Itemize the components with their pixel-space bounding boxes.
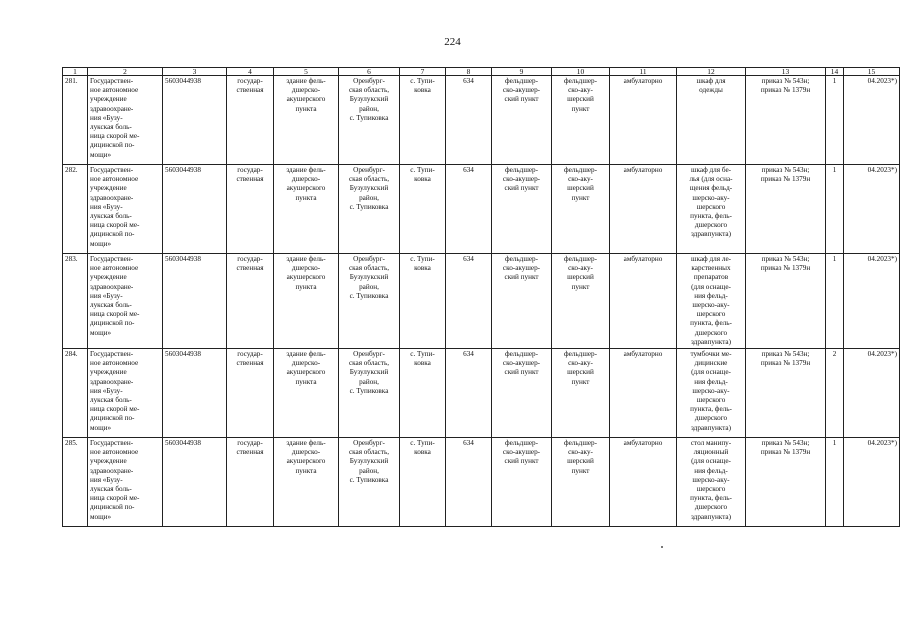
equipment-item-cell: тумбочки ме- дицинские (для оснаще- ния фельд- шерско-аку- шерского пункта, фель- дшерского здравпункта) xyxy=(677,349,746,438)
ownership-cell: государ- ственная xyxy=(227,438,274,527)
date-cell: 04.2023*) xyxy=(844,438,900,527)
order-cell: приказ № 543н; приказ № 1379н xyxy=(746,254,826,349)
ownership-cell: государ- ственная xyxy=(227,349,274,438)
equipment-item-cell: шкаф для бе- лья (для осна- щения фельд- шерско-аку- шерского пункта, фель- дшерского здравпункта) xyxy=(677,165,746,254)
code-cell: 634 xyxy=(446,349,492,438)
page-number: 224 xyxy=(444,36,461,48)
unit-type-cell: фельдшер- ско-аку- шерский пункт xyxy=(552,254,610,349)
organization-cell: Государствен- ное автономное учреждение здравоохране- ния «Бузу- лукская боль- ница скорой ме- дицинской по- мощи» xyxy=(88,76,163,165)
column-number: 5 xyxy=(274,68,339,76)
column-number: 13 xyxy=(746,68,826,76)
address-cell: Оренбург- ская область, Бузулукский район, с. Тупиковка xyxy=(339,254,400,349)
building-cell: здание фель- дшерско- акушерского пункта xyxy=(274,76,339,165)
table-row xyxy=(63,438,900,527)
ownership-cell: государ- ственная xyxy=(227,254,274,349)
row-number: 285. xyxy=(63,438,88,527)
address-cell: Оренбург- ская область, Бузулукский район, с. Тупиковка xyxy=(339,76,400,165)
column-number: 8 xyxy=(446,68,492,76)
care-type-cell: амбулаторно xyxy=(610,165,677,254)
care-type-cell: амбулаторно xyxy=(610,76,677,165)
building-cell: здание фель- дшерско- акушерского пункта xyxy=(274,254,339,349)
building-cell: здание фель- дшерско- акушерского пункта xyxy=(274,165,339,254)
equipment-table xyxy=(62,67,900,527)
organization-cell: Государствен- ное автономное учреждение здравоохране- ния «Бузу- лукская боль- ница скорой ме- дицинской по- мощи» xyxy=(88,349,163,438)
column-number: 15 xyxy=(844,68,900,76)
column-number: 14 xyxy=(826,68,844,76)
settlement-cell: с. Тупи- ковка xyxy=(400,349,446,438)
order-cell: приказ № 543н; приказ № 1379н xyxy=(746,438,826,527)
inn-cell: 5603044938 xyxy=(163,165,227,254)
order-cell: приказ № 543н; приказ № 1379н xyxy=(746,165,826,254)
column-number: 6 xyxy=(339,68,400,76)
row-number: 281. xyxy=(63,76,88,165)
date-cell: 04.2023*) xyxy=(844,76,900,165)
inn-cell: 5603044938 xyxy=(163,254,227,349)
table-row xyxy=(63,76,900,165)
equipment-item-cell: шкаф для ле- карственных препаратов (для оснаще- ния фельд- шерско-аку- шерского пункта, фель- дшерского здравпункта) xyxy=(677,254,746,349)
code-cell: 634 xyxy=(446,165,492,254)
address-cell: Оренбург- ская область, Бузулукский район, с. Тупиковка xyxy=(339,438,400,527)
care-type-cell: амбулаторно xyxy=(610,438,677,527)
inn-cell: 5603044938 xyxy=(163,438,227,527)
unit-cell: фельдшер- ско-акушер- ский пункт xyxy=(492,349,552,438)
code-cell: 634 xyxy=(446,438,492,527)
row-number: 282. xyxy=(63,165,88,254)
inn-cell: 5603044938 xyxy=(163,76,227,165)
unit-cell: фельдшер- ско-акушер- ский пункт xyxy=(492,254,552,349)
table-row xyxy=(63,254,900,349)
address-cell: Оренбург- ская область, Бузулукский район, с. Тупиковка xyxy=(339,349,400,438)
unit-type-cell: фельдшер- ско-аку- шерский пункт xyxy=(552,349,610,438)
organization-cell: Государствен- ное автономное учреждение здравоохране- ния «Бузу- лукская боль- ница скорой ме- дицинской по- мощи» xyxy=(88,438,163,527)
equipment-item-cell: стол манипу- ляционный (для оснаще- ния фельд- шерско-аку- шерского пункта, фель- дшерского здравпункта) xyxy=(677,438,746,527)
column-number: 2 xyxy=(88,68,163,76)
quantity-cell: 1 xyxy=(826,165,844,254)
unit-cell: фельдшер- ско-акушер- ский пункт xyxy=(492,76,552,165)
organization-cell: Государствен- ное автономное учреждение здравоохране- ния «Бузу- лукская боль- ница скорой ме- дицинской по- мощи» xyxy=(88,254,163,349)
unit-type-cell: фельдшер- ско-аку- шерский пункт xyxy=(552,165,610,254)
organization-cell: Государствен- ное автономное учреждение здравоохране- ния «Бузу- лукская боль- ница скорой ме- дицинской по- мощи» xyxy=(88,165,163,254)
code-cell: 634 xyxy=(446,76,492,165)
ownership-cell: государ- ственная xyxy=(227,165,274,254)
code-cell: 634 xyxy=(446,254,492,349)
order-cell: приказ № 543н; приказ № 1379н xyxy=(746,349,826,438)
table-row xyxy=(63,165,900,254)
equipment-item-cell: шкаф для одежды xyxy=(677,76,746,165)
unit-type-cell: фельдшер- ско-аку- шерский пункт xyxy=(552,76,610,165)
column-number: 10 xyxy=(552,68,610,76)
column-number: 11 xyxy=(610,68,677,76)
unit-cell: фельдшер- ско-акушер- ский пункт xyxy=(492,438,552,527)
quantity-cell: 2 xyxy=(826,349,844,438)
column-number-row xyxy=(63,68,900,76)
order-cell: приказ № 543н; приказ № 1379н xyxy=(746,76,826,165)
unit-type-cell: фельдшер- ско-аку- шерский пункт xyxy=(552,438,610,527)
date-cell: 04.2023*) xyxy=(844,254,900,349)
row-number: 284. xyxy=(63,349,88,438)
column-number: 7 xyxy=(400,68,446,76)
row-number: 283. xyxy=(63,254,88,349)
settlement-cell: с. Тупи- ковка xyxy=(400,438,446,527)
settlement-cell: с. Тупи- ковка xyxy=(400,254,446,349)
scan-speck xyxy=(661,546,663,548)
date-cell: 04.2023*) xyxy=(844,165,900,254)
building-cell: здание фель- дшерско- акушерского пункта xyxy=(274,349,339,438)
inn-cell: 5603044938 xyxy=(163,349,227,438)
address-cell: Оренбург- ская область, Бузулукский район, с. Тупиковка xyxy=(339,165,400,254)
table-row xyxy=(63,349,900,438)
column-number: 1 xyxy=(63,68,88,76)
care-type-cell: амбулаторно xyxy=(610,254,677,349)
quantity-cell: 1 xyxy=(826,76,844,165)
date-cell: 04.2023*) xyxy=(844,349,900,438)
unit-cell: фельдшер- ско-акушер- ский пункт xyxy=(492,165,552,254)
building-cell: здание фель- дшерско- акушерского пункта xyxy=(274,438,339,527)
column-number: 9 xyxy=(492,68,552,76)
quantity-cell: 1 xyxy=(826,438,844,527)
ownership-cell: государ- ственная xyxy=(227,76,274,165)
settlement-cell: с. Тупи- ковка xyxy=(400,76,446,165)
quantity-cell: 1 xyxy=(826,254,844,349)
column-number: 12 xyxy=(677,68,746,76)
settlement-cell: с. Тупи- ковка xyxy=(400,165,446,254)
column-number: 3 xyxy=(163,68,227,76)
care-type-cell: амбулаторно xyxy=(610,349,677,438)
column-number: 4 xyxy=(227,68,274,76)
